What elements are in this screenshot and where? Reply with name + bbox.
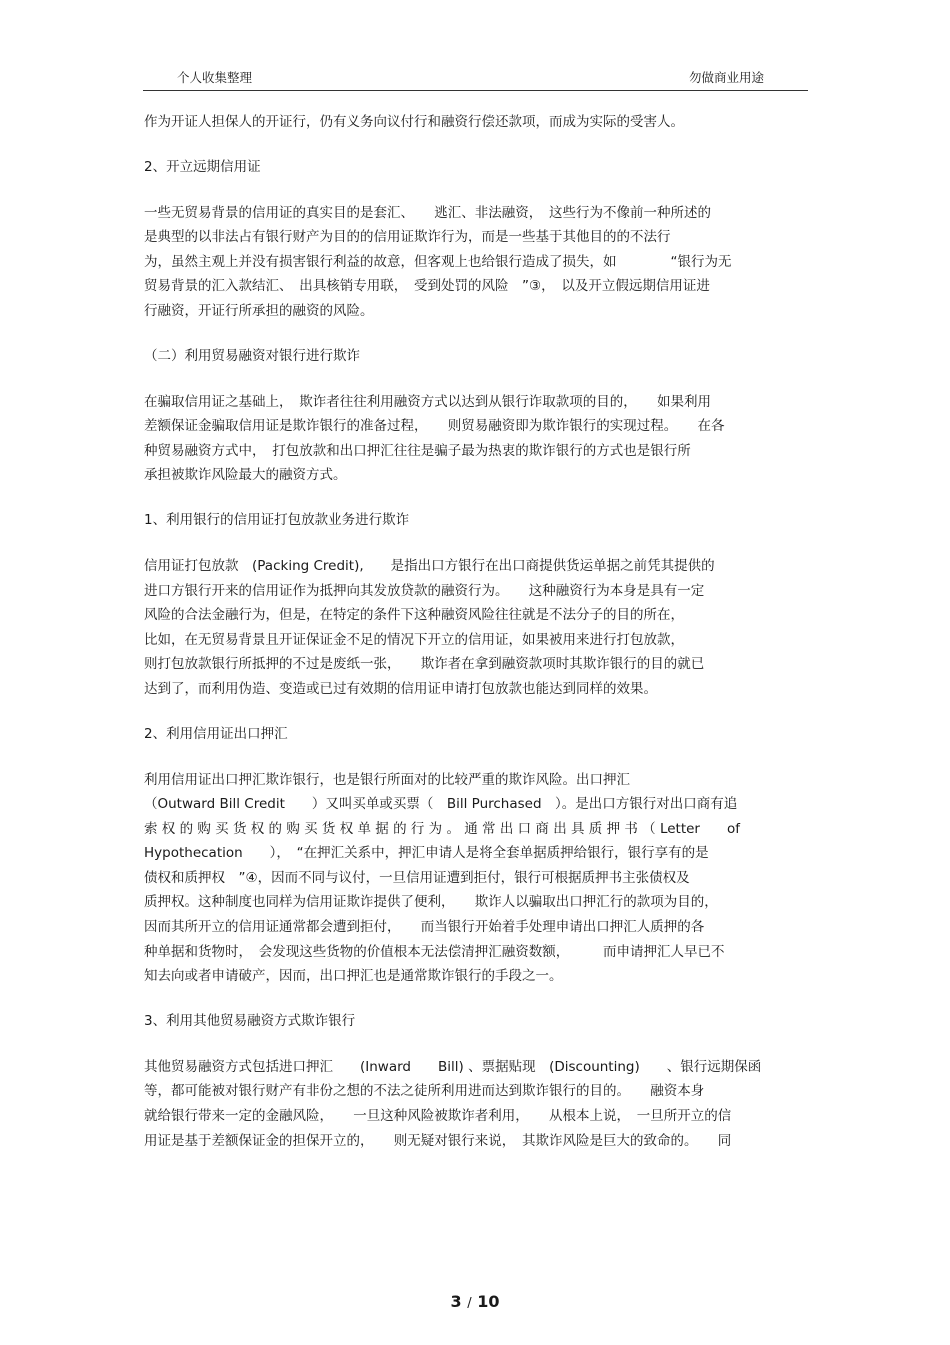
text-line: 利用信用证出口押汇欺诈银行，也是银行所面对的比较严重的欺诈风险。出口押汇 — [144, 771, 630, 788]
text-line: 达到了，而利用伪造、变造或已过有效期的信用证申请打包放款也能达到同样的效果。 — [144, 680, 657, 697]
section-heading: 1、利用银行的信用证打包放款业务进行欺诈 — [144, 511, 410, 528]
text-line: 因而其所开立的信用证通常都会遭到拒付， 而当银行开始着手处理申请出口押汇人质押的各 — [144, 919, 705, 936]
text-line: 种单据和货物时， 会发现这些货物的价值根本无法偿清押汇融资数额， 而申请押汇人早已不 — [144, 943, 725, 960]
document-body — [144, 110, 808, 1173]
section-heading: 3、利用其他贸易融资方式欺诈银行 — [144, 1012, 356, 1029]
page-number — [0, 1292, 950, 1311]
text-line: 知去向或者申请破产，因而，出口押汇也是通常欺诈银行的手段之一。 — [144, 968, 563, 985]
page-separator: / — [467, 1296, 472, 1311]
section-heading: 2、利用信用证出口押汇 — [144, 725, 288, 742]
text-line: 贸易背景的汇入款结汇、 出具核销专用联， 受到处罚的风险 ”③， 以及开立假远期信用证进 — [144, 278, 710, 295]
paragraph — [144, 1055, 808, 1153]
text-line: 差额保证金骗取信用证是欺诈银行的准备过程， 则贸易融资即为欺诈银行的实现过程。 在各 — [144, 418, 725, 435]
text-line: 进口方银行开来的信用证作为抵押向其发放贷款的融资行为。 这种融资行为本身是具有一定 — [144, 582, 705, 599]
text-line: 承担被欺诈风险最大的融资方式。 — [144, 467, 347, 484]
text-line: Hypothecation ）， “在押汇关系中，押汇申请人是将全套单据质押给银行，银行享有的是 — [144, 845, 709, 862]
text-line: 种贸易融资方式中， 打包放款和出口押汇往往是骗子最为热衷的欺诈银行的方式也是银行所 — [144, 442, 691, 459]
text-line: 债权和质押权 ”④，因而不同与议付，一旦信用证遭到拒付，银行可根据质押书主张债权及 — [144, 869, 690, 886]
text-line: （Outward Bill Credit ）又叫买单或买票（ Bill Purchased ）。是出口方银行对出口商有追 — [144, 796, 738, 813]
text-line: 为，虽然主观上并没有损害银行利益的故意，但客观上也给银行造成了损失，如 “银行为无 — [144, 253, 732, 270]
paragraph — [144, 554, 808, 702]
text-line: 信用证打包放款 (Packing Credit), 是指出口方银行在出口商提供货运单据之前凭其提供的 — [144, 557, 715, 574]
section-heading: （二）利用贸易融资对银行进行欺诈 — [144, 347, 360, 364]
text-line: 则打包放款银行所抵押的不过是废纸一张， 欺诈者在拿到融资款项时其欺诈银行的目的就已 — [144, 656, 705, 673]
text-line: 比如，在无贸易背景且开证保证金不足的情况下开立的信用证，如果被用来进行打包放款， — [144, 631, 684, 648]
page-header — [143, 68, 808, 91]
header-right-text: 勿做商业用途 — [688, 70, 764, 85]
total-pages: 10 — [477, 1292, 500, 1311]
text-line: 是典型的以非法占有银行财产为目的的信用证欺诈行为，而是一些基于其他目的的不法行 — [144, 229, 671, 246]
text-line: 其他贸易融资方式包括进口押汇 (Inward Bill) 、票据贴现 (Discounting) 、银行远期保函 — [144, 1058, 762, 1075]
text-line: 风险的合法金融行为，但是，在特定的条件下这种融资风险往往就是不法分子的目的所在， — [144, 607, 684, 624]
text-line: 索 权 的 购 买 货 权 的 购 买 货 权 单 据 的 行 为 。 通 常 出 口 商 出 具 质 押 书 （ Letter of — [144, 820, 740, 837]
paragraph — [144, 201, 808, 324]
paragraph — [144, 110, 808, 135]
text-line: 一些无贸易背景的信用证的真实目的是套汇、 逃汇、非法融资， 这些行为不像前一种所述的 — [144, 204, 711, 221]
text-line: 等，都可能被对银行财产有非份之想的不法之徒所利用进而达到欺诈银行的目的。 融资本身 — [144, 1083, 705, 1100]
text-line: 质押权。这种制度也同样为信用证欺诈提供了便利， 欺诈人以骗取出口押汇行的款项为目的， — [144, 894, 718, 911]
paragraph — [144, 768, 808, 989]
header-left-text: 个人收集整理 — [177, 70, 253, 85]
text-line: 作为开证人担保人的开证行，仍有义务向议付行和融资行偿还款项，而成为实际的受害人。 — [144, 114, 684, 130]
text-line: 用证是基于差额保证金的担保开立的， 则无疑对银行来说， 其欺诈风险是巨大的致命的。 同 — [144, 1132, 732, 1149]
text-line: 在骗取信用证之基础上， 欺诈者往往利用融资方式以达到从银行诈取款项的目的， 如果利用 — [144, 393, 711, 410]
text-line: 就给银行带来一定的金融风险， 一旦这种风险被欺诈者利用， 从根本上说， 一旦所开立的信 — [144, 1108, 732, 1125]
current-page: 3 — [450, 1292, 462, 1311]
section-heading: 2、开立远期信用证 — [144, 158, 261, 175]
paragraph — [144, 390, 808, 488]
text-line: 行融资，开证行所承担的融资的风险。 — [144, 302, 374, 319]
